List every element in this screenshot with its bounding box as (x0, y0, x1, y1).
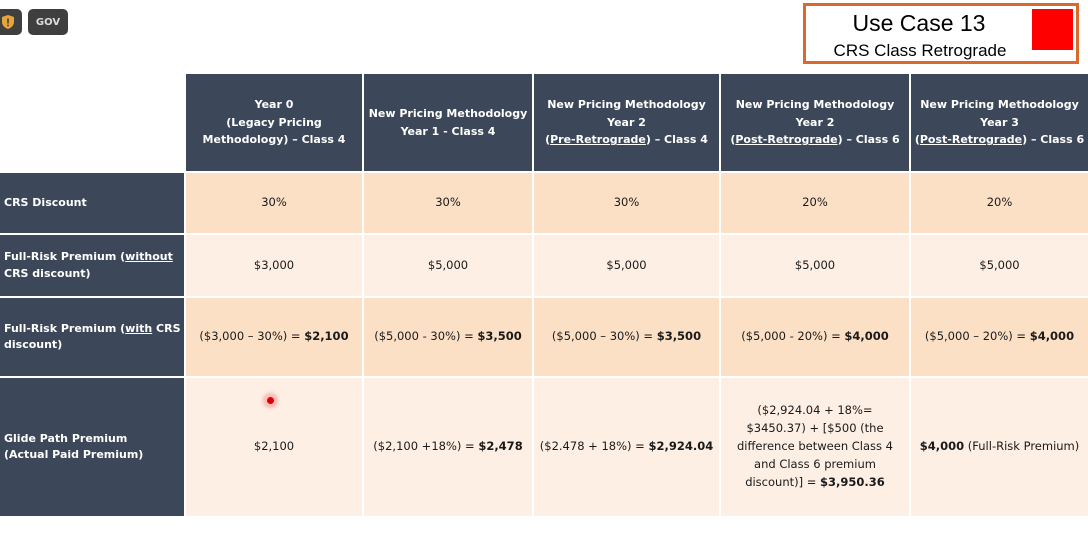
red-square-marker (1032, 9, 1073, 50)
table-cell: $5,000 (911, 235, 1088, 296)
table-cell: ($5,000 – 30%) = $3,500 (534, 298, 719, 376)
use-case-subtitle: CRS Class Retrograde (833, 41, 1007, 60)
header-year2-pre: New Pricing Methodology Year 2 (Pre-Retrograde) – Class 4 (534, 74, 719, 171)
table-cell: $5,000 (534, 235, 719, 296)
shield-button[interactable] (0, 9, 22, 35)
header-year0: Year 0 (Legacy Pricing Methodology) – Class 4 (186, 74, 362, 171)
table-cell: 30% (534, 173, 719, 233)
table-cell: ($2,924.04 + 18%= $3450.37) + [$500 (the difference between Class 4 and Class 6 premium discount)] = $3,950.36 (721, 378, 909, 516)
table-cell: ($2.478 + 18%) = $2,924.04 (534, 378, 719, 516)
header-year1: New Pricing Methodology Year 1 - Class 4 (364, 74, 532, 171)
table-cell: ($3,000 – 30%) = $2,100 (186, 298, 362, 376)
table-cell: 30% (186, 173, 362, 233)
table-cell: ($5,000 - 20%) = $4,000 (721, 298, 909, 376)
table-cell: $3,000 (186, 235, 362, 296)
use-case-title: Use Case 13 (852, 10, 986, 36)
header-year2-post: New Pricing Methodology Year 2 (Post-Retrograde) – Class 6 (721, 74, 909, 171)
table-cell: ($2,100 +18%) = $2,478 (364, 378, 532, 516)
table-cell: 30% (364, 173, 532, 233)
use-case-box (803, 3, 1079, 64)
table-cell: 20% (721, 173, 909, 233)
row-label-crs-discount: CRS Discount (0, 173, 184, 233)
table-cell: ($5,000 - 30%) = $3,500 (364, 298, 532, 376)
row-label-full-risk-with: Full-Risk Premium (with CRS discount) (0, 298, 184, 376)
table-cell: ($5,000 – 20%) = $4,000 (911, 298, 1088, 376)
table-cell: $5,000 (364, 235, 532, 296)
gov-button[interactable]: GOV (28, 9, 68, 35)
header-year3: New Pricing Methodology Year 3 (Post-Retrograde) – Class 6 (911, 74, 1088, 171)
laser-pointer-dot (264, 394, 277, 407)
row-label-full-risk-without: Full-Risk Premium (without CRS discount) (0, 235, 184, 296)
shield-icon (2, 15, 14, 29)
table-cell: $2,100 (186, 378, 362, 516)
row-label-glide-path: Glide Path Premium (Actual Paid Premium) (0, 378, 184, 516)
table-cell: $4,000 (Full-Risk Premium) (911, 378, 1088, 516)
table-cell: $5,000 (721, 235, 909, 296)
table-cell: 20% (911, 173, 1088, 233)
